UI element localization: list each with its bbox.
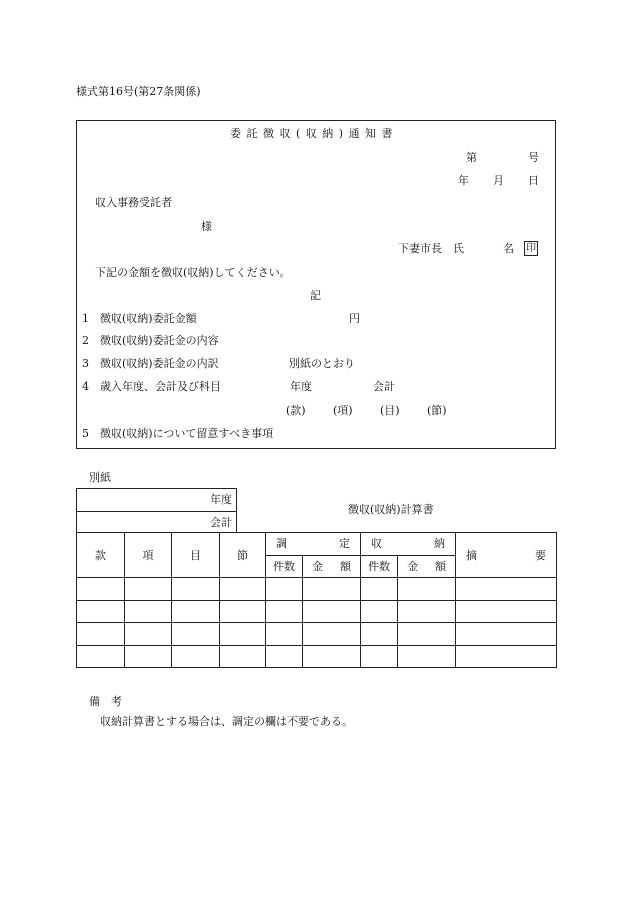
table-cell bbox=[125, 623, 172, 646]
seal-mark: 印 bbox=[526, 243, 536, 254]
amount-char-1: 金 bbox=[312, 559, 323, 573]
header-shuno-count: 件数 bbox=[361, 555, 398, 578]
subject-kou: (項) bbox=[333, 404, 353, 417]
table-cell bbox=[361, 578, 398, 601]
tekiyo-char-1: 摘 bbox=[466, 548, 477, 562]
table-cell bbox=[220, 645, 266, 668]
ki-label: 記 bbox=[310, 289, 321, 302]
table-cell bbox=[398, 600, 456, 623]
table-cell bbox=[266, 623, 303, 646]
table-cell bbox=[125, 578, 172, 601]
table-cell bbox=[303, 623, 361, 646]
table-row bbox=[77, 623, 557, 646]
header-moku: 目 bbox=[172, 533, 220, 578]
header-setsu: 節 bbox=[220, 533, 266, 578]
notice-title: 委 託 徴 収 ( 収 納 ) 通 知 書 bbox=[230, 127, 394, 140]
table-cell bbox=[125, 645, 172, 668]
header-row-1 bbox=[77, 533, 557, 556]
amount-char-1: 金 bbox=[407, 559, 418, 573]
subject-setsu: (節) bbox=[427, 404, 447, 417]
table-cell bbox=[125, 600, 172, 623]
date-month: 月 bbox=[493, 174, 504, 187]
shuno-char-1: 収 bbox=[371, 537, 382, 551]
number-prefix: 第 bbox=[466, 151, 477, 164]
table-row bbox=[77, 645, 557, 668]
table-cell bbox=[77, 600, 125, 623]
item-4-no: 4 bbox=[82, 380, 89, 393]
table-cell bbox=[456, 645, 557, 668]
header-kan: 款 bbox=[77, 533, 125, 578]
table-cell bbox=[266, 578, 303, 601]
table-cell bbox=[172, 578, 220, 601]
calc-title: 徴収(収納)計算書 bbox=[348, 503, 434, 516]
item-3-label: 徴収(収納)委託金の内訳 bbox=[100, 357, 219, 370]
shuno-char-2: 納 bbox=[434, 537, 445, 551]
item-3-value: 別紙のとおり bbox=[289, 357, 355, 370]
chotei-char-1: 調 bbox=[276, 537, 287, 551]
issuer: 下妻市長 氏 bbox=[398, 242, 464, 255]
header-chotei-amount bbox=[303, 555, 361, 578]
table-cell bbox=[77, 623, 125, 646]
attachment-label: 別紙 bbox=[89, 471, 111, 484]
item-4-year: 年度 bbox=[290, 380, 312, 393]
form-number: 様式第16号(第27条関係) bbox=[76, 85, 201, 98]
item-1-no: 1 bbox=[82, 312, 89, 325]
table-cell bbox=[220, 578, 266, 601]
year-row-divider bbox=[77, 511, 236, 512]
number-suffix: 号 bbox=[528, 151, 539, 164]
table-cell bbox=[398, 645, 456, 668]
item-3-no: 3 bbox=[82, 357, 89, 370]
remarks-title: 備 考 bbox=[89, 695, 122, 708]
subject-moku: (目) bbox=[380, 404, 400, 417]
item-4-label: 歳入年度、会計及び科目 bbox=[100, 380, 221, 393]
table-cell bbox=[266, 600, 303, 623]
table-cell bbox=[456, 578, 557, 601]
table-cell bbox=[361, 600, 398, 623]
account-label: 会計 bbox=[210, 516, 232, 529]
table-cell bbox=[172, 600, 220, 623]
table-row bbox=[77, 578, 557, 601]
table-cell bbox=[77, 578, 125, 601]
item-2-label: 徴収(収納)委託金の内容 bbox=[100, 334, 219, 347]
subject-kan: (款) bbox=[286, 404, 306, 417]
item-5-label: 徴収(収納)について留意すべき事項 bbox=[100, 427, 274, 440]
honorific: 様 bbox=[201, 220, 212, 233]
item-2-no: 2 bbox=[82, 334, 89, 347]
issuer-name-label: 名 bbox=[503, 242, 514, 255]
table-row bbox=[77, 600, 557, 623]
request-text: 下記の金額を徴収(収納)してください。 bbox=[95, 266, 291, 279]
chotei-char-2: 定 bbox=[339, 537, 350, 551]
table-cell bbox=[398, 623, 456, 646]
date-day: 日 bbox=[528, 174, 539, 187]
header-kou: 項 bbox=[125, 533, 172, 578]
item-4-account: 会計 bbox=[373, 380, 395, 393]
table-cell bbox=[77, 645, 125, 668]
table-cell bbox=[303, 600, 361, 623]
table-cell bbox=[398, 578, 456, 601]
amount-char-2: 額 bbox=[340, 559, 351, 573]
table-cell bbox=[266, 645, 303, 668]
year-label: 年度 bbox=[210, 493, 232, 506]
header-tekiyo bbox=[456, 533, 557, 578]
date-year: 年 bbox=[458, 174, 469, 187]
tekiyo-char-2: 要 bbox=[535, 548, 546, 562]
table-cell bbox=[456, 600, 557, 623]
remarks-text: 収納計算書とする場合は、調定の欄は不要である。 bbox=[100, 715, 353, 728]
item-1-value: 円 bbox=[349, 312, 360, 325]
table-cell bbox=[220, 623, 266, 646]
header-chotei bbox=[266, 533, 361, 556]
table-cell bbox=[303, 645, 361, 668]
header-shuno-amount bbox=[398, 555, 456, 578]
table-cell bbox=[172, 623, 220, 646]
table-cell bbox=[172, 645, 220, 668]
table-cell bbox=[361, 623, 398, 646]
table-cell bbox=[220, 600, 266, 623]
item-1-label: 徴収(収納)委託金額 bbox=[100, 312, 197, 325]
table-cell bbox=[456, 623, 557, 646]
header-chotei-count: 件数 bbox=[266, 555, 303, 578]
year-box bbox=[76, 488, 237, 533]
header-shuno bbox=[361, 533, 456, 556]
table-cell bbox=[361, 645, 398, 668]
recipient: 収入事務受託者 bbox=[95, 196, 172, 209]
calculation-table bbox=[76, 532, 557, 668]
table-cell bbox=[303, 578, 361, 601]
amount-char-2: 額 bbox=[435, 559, 446, 573]
item-5-no: 5 bbox=[82, 427, 89, 440]
notice-box bbox=[76, 120, 556, 449]
